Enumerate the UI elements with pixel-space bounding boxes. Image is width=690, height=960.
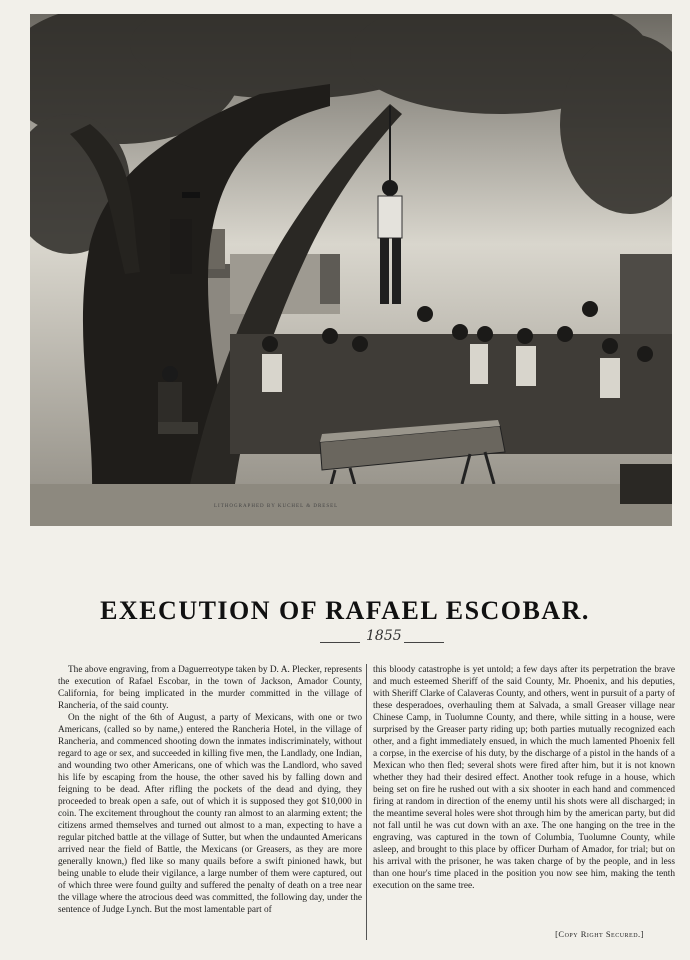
- copyright-notice: [Copy Right Secured.]: [555, 929, 644, 939]
- article-column-left: [58, 664, 362, 916]
- headline: EXECUTION OF RAFAEL ESCOBAR.: [100, 596, 590, 625]
- paragraph: On the night of the 6th of August, a party of Mexicans, with one or two Americans, (called so by name,) entered the Rancheria Hotel, in the village of Rancheria, and commenced shooting down the inmates indiscriminately, without regard to age or sex, and succeeded in killing five men, the Landlady, one Indian, and wounding two other Americans, one of which was the Landlord, who saved his life by escaping from the house, the other saved his by falling down and feigning to be dead. After rifling the pockets of the dead and dying, they proceeded to break open a safe, out of which it is supposed they got $10,000 in coin. The excitement throughout the county ran almost to an alarming extent; the citizens armed themselves and turned out almost to a man, expecting to have a regular pitched battle at the village of Sutter, but when the undaunted Americans arrived near the field of Battle, the Mexicans (or Greasers, as they are more generally known,) fled like so many quails before a swift pinioned hawk, but being unable to elude their vigilance, a large number of them were captured, out of which three were found guilty and suffered the penalty of death on a tree near the village where the atrocious deed was committed, the following day, under the sentence of Judge Lynch. But the most lamentable part of: [58, 713, 362, 915]
- handwritten-year: 1855: [366, 628, 402, 644]
- decorative-rule-right: [404, 642, 444, 643]
- ground: [30, 484, 672, 526]
- decorative-rule-left: [320, 642, 360, 643]
- article-column-right: [373, 664, 675, 892]
- execution-scene: [30, 14, 672, 526]
- engraver-credit: LITHOGRAPHED BY KUCHEL & DRESEL: [214, 504, 339, 509]
- paragraph: The above engraving, from a Daguerreotype taken by D. A. Plecker, represents the execution of Rafael Escobar, in the town of Jackson, Amador County, California, for being implicated in the murder committed in the village of Rancheria, of the said county.: [58, 665, 362, 711]
- column-divider: [366, 664, 367, 940]
- engraving-illustration: [30, 14, 672, 526]
- paragraph: this bloody catastrophe is yet untold; a few days after its perpetration the brave and much esteemed Sheriff of the said County, Mr. Phoenix, and his deputies, with Sheriff Clarke of Calaveras County, and others, went in pursuit of a party of these desperadoes, overhauling them at Salvada, a small Greaser village near Chinese Camp, in Tuolumne County, and there, while sitting in a house, were surprised by the Greaser party riding up; both parties mutually recognized each other, and a fight immediately ensued, in which the much lamented Phoenix fell a corpse, in the exercise of his duty, by the discharge of a pistol in the hands of a Mexican who then fled; several shots were fired after him, but it is not known whether they had their desired effect. Another took refuge in a house, which being set on fire he rushed out with a six shooter in each hand and commenced firing at random in direction of the enemy until his shots were all discharged; in the meantime several holes were shot through him by the american party, but did not fall until he was cut down with an axe. The one hanging on the tree in the engraving, was captured in the town of Columbia, Tuolumne County, while asleep, and brought to this place by officer Durham of Amador, for trial; but on his arrival with the prisoner, he was taken charge of by the people, and in less than one hour's time placed in the position you now see him, making the tenth execution on the same tree.: [373, 665, 675, 891]
